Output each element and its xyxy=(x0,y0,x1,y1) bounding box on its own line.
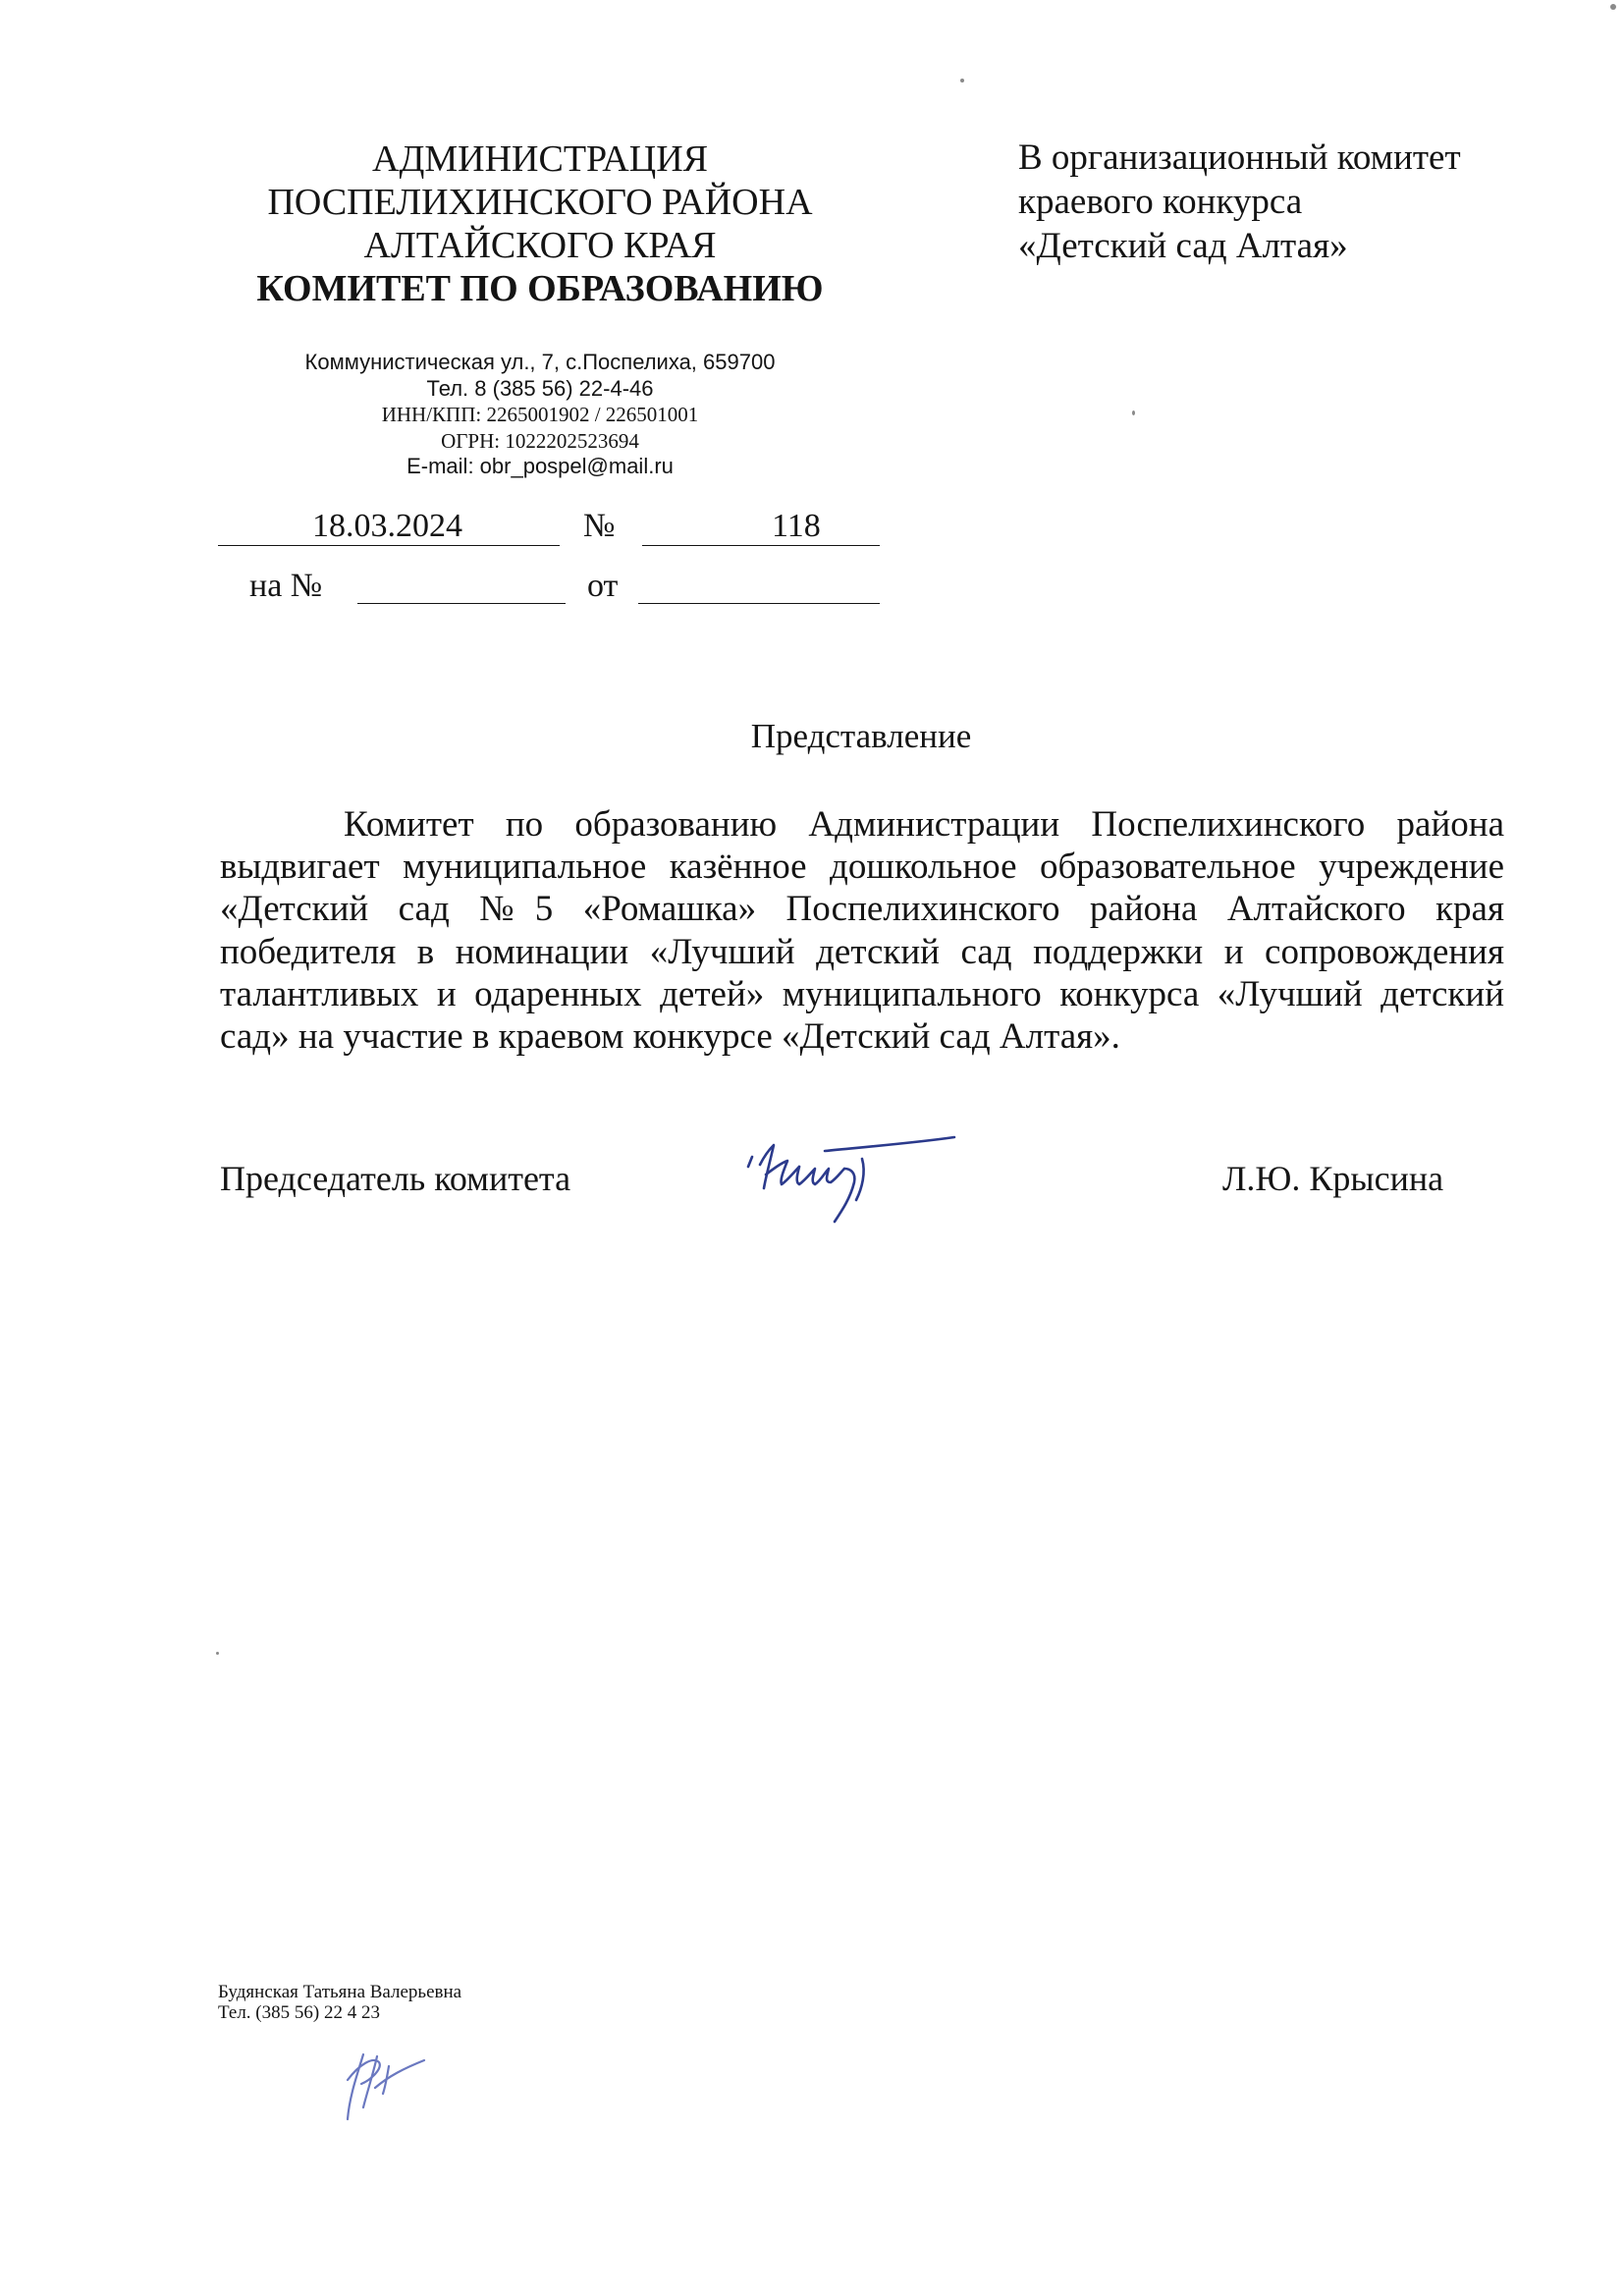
signatory-role: Председатель комитета xyxy=(220,1159,571,1198)
organization-requisites xyxy=(216,350,864,480)
date-underline xyxy=(218,545,560,546)
org-line: ПОСПЕЛИХИНСКОГО РАЙОНА xyxy=(267,182,813,223)
document-title: Представление xyxy=(750,717,972,755)
reference-number-underline xyxy=(357,603,566,604)
recipient-line: краевого конкурса xyxy=(1018,182,1303,222)
number-label: № xyxy=(583,508,616,544)
org-phone: Тел. 8 (385 56) 22-4-46 xyxy=(426,375,654,401)
executor-initials xyxy=(334,2035,452,2133)
scan-speck xyxy=(216,1652,219,1655)
scan-speck xyxy=(960,79,964,82)
recipient-line: В организационный комитет xyxy=(1018,137,1461,178)
executor-phone: Тел. (385 56) 22 4 23 xyxy=(218,2002,380,2023)
org-ogrn: ОГРН: 1022202523694 xyxy=(441,428,639,453)
committee-name: КОМИТЕТ ПО ОБРАЗОВАНИЮ xyxy=(256,268,824,309)
reference-date-underline xyxy=(638,603,880,604)
outgoing-date: 18.03.2024 xyxy=(312,508,462,544)
org-inn-kpp: ИНН/КПП: 2265001902 / 226501001 xyxy=(381,403,699,426)
handwritten-signature xyxy=(727,1120,982,1247)
number-underline xyxy=(642,545,880,546)
reference-number-label: на № xyxy=(249,568,323,604)
organization-header xyxy=(216,137,864,310)
org-line: АДМИНИСТРАЦИЯ xyxy=(372,138,708,180)
recipient-block xyxy=(1018,136,1607,268)
org-address: Коммунистическая ул., 7, с.Поспелиха, 659700 xyxy=(304,350,776,374)
org-line: АЛТАЙСКОГО КРАЯ xyxy=(363,225,717,266)
document-body: Комитет по образованию Администрации Поспелихинского района выдвигает муниципальное казённое дошкольное образовательное учреждение «Детский сад №5 «Ромашка» Поспелихинского района Алтайского края победителя в номинации «Лучший детский сад поддержки и сопровождения талантливых и одаренных детей» муниципального конкурса «Лучший детский сад» на участие в краевом конкурсе «Детский сад Алтая». xyxy=(220,804,1504,1058)
signatory-name: Л.Ю. Крысина xyxy=(1222,1159,1444,1198)
executor-contact xyxy=(218,1982,461,2023)
scan-speck xyxy=(1132,410,1135,415)
executor-name: Будянская Татьяна Валерьевна xyxy=(218,1982,462,2002)
recipient-line: «Детский сад Алтая» xyxy=(1018,226,1348,266)
scan-speck xyxy=(1610,4,1616,10)
outgoing-number: 118 xyxy=(772,508,821,544)
org-email: E-mail: obr_pospel@mail.ru xyxy=(406,454,674,478)
reference-date-label: от xyxy=(587,568,619,604)
